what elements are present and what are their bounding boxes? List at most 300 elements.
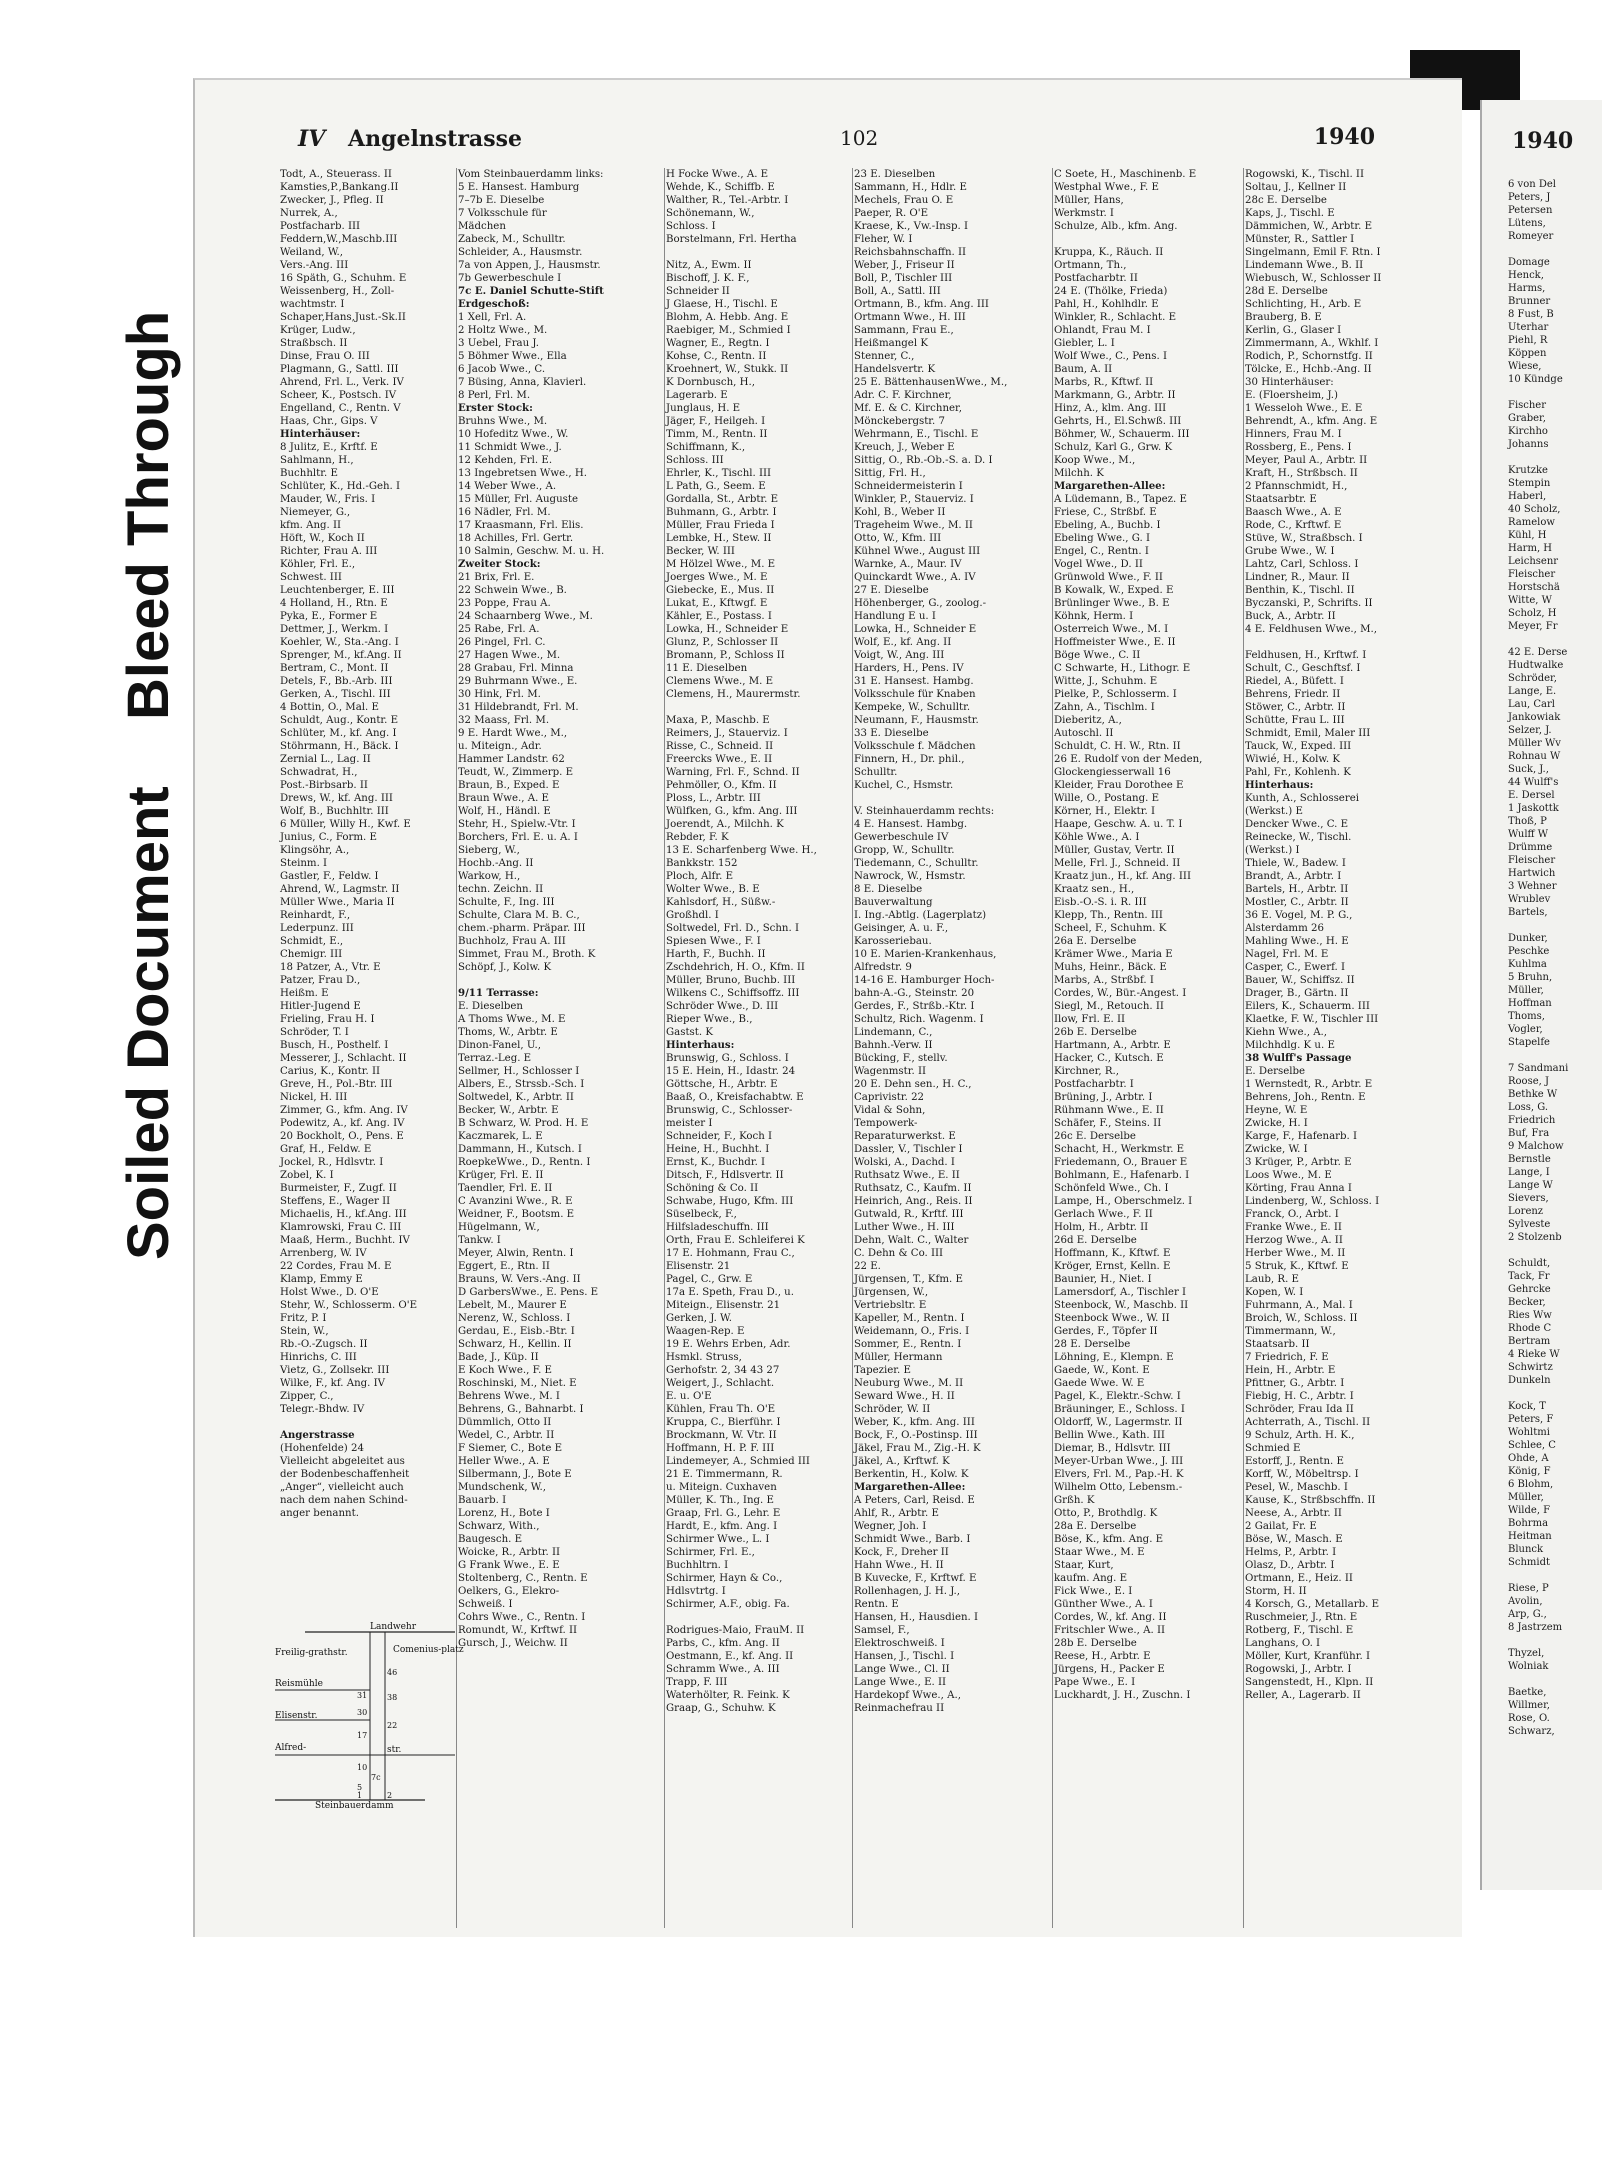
directory-entry: Vietz, G., Zollsekr. III bbox=[280, 1365, 390, 1376]
directory-entry: Tankw. I bbox=[458, 1235, 501, 1246]
directory-entry: Buchholz, Frau A. III bbox=[458, 936, 566, 947]
directory-entry: Jürgens, H., Packer E bbox=[1054, 1664, 1165, 1675]
directory-entry: Schneidermeisterin I bbox=[854, 481, 963, 492]
directory-entry: F Siemer, C., Bote E bbox=[458, 1443, 563, 1454]
column-rule bbox=[456, 168, 457, 1928]
directory-entry: Gordalla, St., Arbtr. E bbox=[666, 494, 779, 505]
facing-page-entry bbox=[1508, 451, 1600, 464]
directory-entry: Schöpf, J., Kolw. K bbox=[458, 962, 552, 973]
directory-entry: Wehde, K., Schiffb. E bbox=[666, 182, 775, 193]
directory-entry: Hoffmann, H. P. F. III bbox=[666, 1443, 775, 1454]
directory-entry: Hein, H., Arbtr. E bbox=[1245, 1365, 1336, 1376]
facing-page-entry: Buf, Fra bbox=[1508, 1128, 1550, 1139]
directory-entry: Schloss. III bbox=[666, 455, 724, 466]
directory-entry: Risse, C., Schneid. II bbox=[666, 741, 774, 752]
directory-entry: Kraatz sen., H., bbox=[1054, 884, 1135, 895]
directory-entry: Markmann, G., Arbtr. II bbox=[1054, 390, 1176, 401]
facing-page-entry bbox=[1508, 1673, 1600, 1686]
map-street-label: Alfred- bbox=[275, 1743, 307, 1753]
facing-page-entry: Krutzke bbox=[1508, 465, 1548, 476]
directory-entry: Soltwedel, Frl. D., Schn. I bbox=[666, 923, 799, 934]
directory-entry: Schwadrat, H., bbox=[280, 767, 358, 778]
facing-page-year: 1940 bbox=[1512, 128, 1574, 154]
directory-entry: 26 Pingel, Frl. C. bbox=[458, 637, 546, 648]
directory-entry: Schacht, H., Werkmstr. E bbox=[1054, 1144, 1185, 1155]
map-house-number: 31 bbox=[357, 1691, 368, 1700]
directory-entry: Pagel, C., Grw. E bbox=[666, 1274, 753, 1285]
facing-page-entry: Jankowiak bbox=[1508, 712, 1561, 723]
directory-entry: Schröder, W. II bbox=[854, 1404, 931, 1415]
directory-entry: 6 Müller, Willy H., Kwf. E bbox=[280, 819, 411, 830]
facing-page-entry: Lange W bbox=[1508, 1180, 1553, 1191]
directory-entry: Brunswig, G., Schloss. I bbox=[666, 1053, 789, 1064]
facing-page-entry: Bohrma bbox=[1508, 1518, 1549, 1529]
directory-entry: Kreuch, J., Weber E bbox=[854, 442, 955, 453]
directory-entry: Meyer, Alwin, Rentn. I bbox=[458, 1248, 574, 1259]
facing-page-entry: Wulff W bbox=[1508, 829, 1549, 840]
directory-entry: Oelkers, G., Elekro- bbox=[458, 1586, 560, 1597]
directory-entry: Schirmer, Hayn & Co., bbox=[666, 1573, 783, 1584]
directory-entry: Reimers, J., Stauerviz. I bbox=[666, 728, 788, 739]
directory-entry: 4 Korsch, G., Metallarb. E bbox=[1245, 1599, 1380, 1610]
directory-entry: 38 Wulff's Passage bbox=[1245, 1052, 1352, 1064]
directory-entry: Engel, C., Rentn. I bbox=[1054, 546, 1149, 557]
directory-entry: Schwest. III bbox=[280, 572, 342, 583]
directory-entry: Lebelt, M., Maurer E bbox=[458, 1300, 567, 1311]
directory-entry: Kause, K., Strßbschffn. II bbox=[1245, 1495, 1376, 1506]
directory-entry: Grßh. K bbox=[1054, 1495, 1095, 1506]
directory-entry: Greve, H., Pol.-Btr. III bbox=[280, 1079, 393, 1090]
directory-entry: 10 Hofeditz Wwe., W. bbox=[458, 429, 569, 440]
directory-entry: Stenner, C., bbox=[854, 351, 915, 362]
directory-entry: Romundt, W., Krftwf. II bbox=[458, 1625, 578, 1636]
directory-entry: Zernial L., Lag. II bbox=[280, 754, 371, 765]
directory-entry: Rogowski, J., Arbtr. I bbox=[1245, 1664, 1352, 1675]
facing-page-entry: Hoffman bbox=[1508, 998, 1552, 1009]
directory-entry: Hinterhaus: bbox=[666, 1039, 735, 1051]
directory-entry: Handelsvertr. K bbox=[854, 364, 936, 375]
directory-entry: Junius, C., Form. E bbox=[280, 832, 377, 843]
facing-page-entry: Ohde, A bbox=[1508, 1453, 1549, 1464]
directory-entry: Holm, H., Arbtr. II bbox=[1054, 1222, 1149, 1233]
facing-page-entry bbox=[1508, 243, 1600, 256]
directory-entry: Hacker, C., Kutsch. E bbox=[1054, 1053, 1164, 1064]
directory-entry: Rebder, F. K bbox=[666, 832, 729, 843]
directory-entry: Staatsarb. II bbox=[1245, 1339, 1310, 1350]
directory-entry: Baunier, H., Niet. I bbox=[1054, 1274, 1152, 1285]
facing-page-entry: Ries Ww bbox=[1508, 1310, 1552, 1321]
directory-entry: 5 Böhmer Wwe., Ella bbox=[458, 351, 567, 362]
directory-entry: E. Derselbe bbox=[1245, 1066, 1306, 1077]
map-house-number: 7c bbox=[371, 1773, 381, 1782]
directory-column-5 bbox=[1054, 168, 1234, 1918]
facing-page-entry: Schuldt, bbox=[1508, 1258, 1551, 1269]
facing-page-entry: Henck, bbox=[1508, 270, 1544, 281]
directory-entry: Bromann, P., Schloss II bbox=[666, 650, 785, 661]
page-header bbox=[210, 122, 1400, 152]
directory-entry: Wedel, C., Arbtr. II bbox=[458, 1430, 555, 1441]
directory-entry: Kruppa, K., Räuch. II bbox=[1054, 247, 1164, 258]
directory-entry: 3 Krüger, P., Arbtr. E bbox=[1245, 1157, 1352, 1168]
directory-entry: Großhdl. I bbox=[666, 910, 719, 921]
facing-page-entry: Dunker, bbox=[1508, 933, 1548, 944]
directory-entry: Holst Wwe., D. O'E bbox=[280, 1287, 379, 1298]
directory-entry: Bohlmann, E., Hafenarb. I bbox=[1054, 1170, 1190, 1181]
directory-entry: Handlung E u. I bbox=[854, 611, 936, 622]
directory-entry: Rühmann Wwe., E. II bbox=[1054, 1105, 1164, 1116]
facing-page-entry: Meyer, Fr bbox=[1508, 621, 1558, 632]
directory-entry: Sprenger, M., kf.Ang. II bbox=[280, 650, 402, 661]
directory-entry: Pagel, K., Elektr.-Schw. I bbox=[1054, 1391, 1181, 1402]
directory-entry: Chemigr. III bbox=[280, 949, 343, 960]
directory-entry: Roschinski, M., Niet. E bbox=[458, 1378, 577, 1389]
directory-entry: Schulltr. bbox=[854, 767, 898, 778]
directory-entry: Herber Wwe., M. II bbox=[1245, 1248, 1346, 1259]
directory-entry bbox=[458, 974, 638, 987]
facing-page-entry: Lorenz bbox=[1508, 1206, 1544, 1217]
directory-entry: Feddern,W.,Maschb.III bbox=[280, 234, 398, 245]
directory-entry: Kapeller, M., Rentn. I bbox=[854, 1313, 965, 1324]
directory-entry: Wolf, H., Händl. E bbox=[458, 806, 551, 817]
directory-entry: Pesel, W., Maschb. I bbox=[1245, 1482, 1348, 1493]
directory-entry: Marbs, R., Kftwf. II bbox=[1054, 377, 1154, 388]
directory-entry: Timmermann, W., bbox=[1245, 1326, 1336, 1337]
facing-page-entry bbox=[1508, 919, 1600, 932]
directory-entry: wachtmstr. I bbox=[280, 299, 345, 310]
directory-entry: Vers.-Ang. III bbox=[280, 260, 349, 271]
directory-entry: Ebeling, A., Buchb. I bbox=[1054, 520, 1161, 531]
directory-entry: B Kuvecke, F., Krftwf. E bbox=[854, 1573, 977, 1584]
directory-entry: Warning, Frl. F., Schnd. II bbox=[666, 767, 800, 778]
directory-entry: Soltau, J., Kellner II bbox=[1245, 182, 1347, 193]
directory-entry: 13 E. Scharfenberg Wwe. H., bbox=[666, 845, 817, 856]
directory-entry: Schröder, Frau Ida II bbox=[1245, 1404, 1354, 1415]
directory-entry: Warkow, H., bbox=[458, 871, 521, 882]
directory-entry: Drager, B., Gärtn. II bbox=[1245, 988, 1349, 999]
directory-entry: Gerdes, F., Strßb.-Ktr. I bbox=[854, 1001, 975, 1012]
facing-page-entry: Rose, O. bbox=[1508, 1713, 1550, 1724]
directory-entry: Quinckardt Wwe., A. IV bbox=[854, 572, 976, 583]
directory-entry: Hochb.-Ang. II bbox=[458, 858, 534, 869]
directory-entry: Patzer, Frau D., bbox=[280, 975, 361, 986]
directory-entry: Zobel, K. I bbox=[280, 1170, 334, 1181]
directory-entry: Jäkel, Frau M., Zig.-H. K bbox=[854, 1443, 981, 1454]
directory-entry: Schneider, F., Koch I bbox=[666, 1131, 773, 1142]
directory-entry: Waagen-Rep. E bbox=[666, 1326, 745, 1337]
directory-entry: Byczanski, P., Schrifts. II bbox=[1245, 598, 1373, 609]
directory-entry: Schloss. I bbox=[666, 221, 716, 232]
directory-entry: Zwecker, J., Pfleg. II bbox=[280, 195, 384, 206]
facing-page-entry: Roose, J bbox=[1508, 1076, 1549, 1087]
directory-entry: B Kowalk, W., Exped. E bbox=[1054, 585, 1174, 596]
directory-entry: Sangenstedt, H., Klpn. II bbox=[1245, 1677, 1374, 1688]
directory-entry: Schütte, Frau L. III bbox=[1245, 715, 1345, 726]
directory-entry: 26d E. Derselbe bbox=[1054, 1235, 1137, 1246]
directory-entry: Nickel, H. III bbox=[280, 1092, 348, 1103]
facing-page-entry bbox=[1508, 1569, 1600, 1582]
directory-entry: Dieberitz, A., bbox=[1054, 715, 1122, 726]
directory-entry: Krämer Wwe., Maria E bbox=[1054, 949, 1173, 960]
directory-entry: Ehrler, K., Tischl. III bbox=[666, 468, 772, 479]
directory-entry: 20 E. Dehn sen., H. C., bbox=[854, 1079, 972, 1090]
directory-entry: Lamersdorf, A., Tischler I bbox=[1054, 1287, 1187, 1298]
directory-entry: Kempeke, W., Schulltr. bbox=[854, 702, 971, 713]
directory-entry: Schramm Wwe., A. III bbox=[666, 1664, 780, 1675]
directory-entry: 31 Hildebrandt, Frl. M. bbox=[458, 702, 579, 713]
directory-entry: Kruppa, C., Bierführ. I bbox=[666, 1417, 781, 1428]
directory-entry: Jürgensen, T., Kfm. E bbox=[854, 1274, 963, 1285]
directory-entry bbox=[280, 1416, 460, 1429]
directory-entry: 8 E. Dieselbe bbox=[854, 884, 923, 895]
facing-page-entry: Riese, P bbox=[1508, 1583, 1549, 1594]
directory-entry: Wegner, Joh. I bbox=[854, 1521, 927, 1532]
directory-entry: Walther, R., Tel.-Arbtr. I bbox=[666, 195, 789, 206]
directory-entry: 28 Grabau, Frl. Minna bbox=[458, 663, 574, 674]
directory-entry: Kühlen, Frau Th. O'E bbox=[666, 1404, 776, 1415]
directory-entry bbox=[666, 246, 846, 259]
directory-entry: Eisb.-O.-S. i. R. III bbox=[1054, 897, 1147, 908]
directory-entry: 1 Xell, Frl. A. bbox=[458, 312, 527, 323]
directory-entry: Arrenberg, W. IV bbox=[280, 1248, 367, 1259]
directory-entry: 36 E. Vogel, M. P. G., bbox=[1245, 910, 1353, 921]
directory-entry: (Werkst.) I bbox=[1245, 845, 1300, 856]
directory-entry: 2 Pfannschmidt, H., bbox=[1245, 481, 1348, 492]
directory-entry: Sittig, O., Rb.-Ob.-S. a. D. I bbox=[854, 455, 993, 466]
directory-entry: Krüger, Frl. E. II bbox=[458, 1170, 544, 1181]
directory-entry: Wagenmstr. II bbox=[854, 1066, 927, 1077]
directory-entry: Gerdau, E., Eisb.-Btr. I bbox=[458, 1326, 575, 1337]
directory-entry: Lange Wwe., E. II bbox=[854, 1677, 947, 1688]
facing-page-entry: Kühl, H bbox=[1508, 530, 1547, 541]
directory-entry: 17 E. Hohmann, Frau C., bbox=[666, 1248, 795, 1259]
directory-entry: Schaper,Hans,Just.-Sk.II bbox=[280, 312, 406, 323]
directory-entry: Ortmann, Th., bbox=[1054, 260, 1127, 271]
directory-entry: Heller Wwe., A. E bbox=[458, 1456, 550, 1467]
directory-entry: Schiffmann, K., bbox=[666, 442, 746, 453]
directory-entry: Dettmer, J., Werkm. I bbox=[280, 624, 389, 635]
directory-entry: Bahnh.-Verw. II bbox=[854, 1040, 933, 1051]
directory-entry: Kraese, K., Vw.-Insp. I bbox=[854, 221, 969, 232]
directory-entry: Müller, Bruno, Buchb. III bbox=[666, 975, 796, 986]
directory-entry: Gaede, W., Kont. E bbox=[1054, 1365, 1150, 1376]
directory-entry: K Dornbusch, H., bbox=[666, 377, 755, 388]
directory-entry: Hinterhaus: bbox=[1245, 779, 1314, 791]
directory-entry: 17a E. Speth, Frau D., u. bbox=[666, 1287, 794, 1298]
directory-entry: „Anger“, vielleicht auch bbox=[280, 1482, 404, 1493]
directory-entry: Ortmann, B., kfm. Ang. III bbox=[854, 299, 989, 310]
directory-entry: Hoffmann, K., Kftwf. E bbox=[1054, 1248, 1171, 1259]
facing-page-entry: 1 Jaskottk bbox=[1508, 803, 1559, 814]
directory-entry: Kähler, E., Postass. I bbox=[666, 611, 772, 622]
directory-entry: Clemens Wwe., M. E bbox=[666, 676, 774, 687]
column-rule bbox=[852, 168, 853, 1928]
directory-entry: Mf. E. & C. Kirchner, bbox=[854, 403, 963, 414]
directory-entry: Köhler, Frl. E., bbox=[280, 559, 356, 570]
directory-entry: Rentn. E bbox=[854, 1599, 899, 1610]
directory-entry: Koehler, W., Sta.-Ang. I bbox=[280, 637, 399, 648]
directory-entry: 26b E. Derselbe bbox=[1054, 1027, 1137, 1038]
directory-entry: Jäger, F., Heilgeh. I bbox=[666, 416, 766, 427]
directory-entry: Friese, C., Strßbf. E bbox=[1054, 507, 1157, 518]
directory-entry: Bräuninger, E., Schloss. I bbox=[1054, 1404, 1185, 1415]
facing-page-entry: Schlee, C bbox=[1508, 1440, 1556, 1451]
directory-entry: 18 Achilles, Frl. Gertr. bbox=[458, 533, 574, 544]
directory-entry: Böhmer, W., Schauerm. III bbox=[1054, 429, 1190, 440]
directory-entry: Buhmann, G., Arbtr. I bbox=[666, 507, 777, 518]
directory-entry: Bankkstr. 152 bbox=[666, 858, 738, 869]
directory-entry: 5 E. Hansest. Hamburg bbox=[458, 182, 580, 193]
directory-entry: 11 Schmidt Wwe., J. bbox=[458, 442, 562, 453]
directory-entry: Ortmann Wwe., H. III bbox=[854, 312, 966, 323]
directory-entry: Nawrock, W., Hsmstr. bbox=[854, 871, 966, 882]
directory-entry: Hinz, A., klm. Ang. III bbox=[1054, 403, 1167, 414]
directory-entry: Brüning, J., Arbtr. I bbox=[1054, 1092, 1153, 1103]
directory-entry: 27 Hagen Wwe., M. bbox=[458, 650, 561, 661]
directory-entry: Klingsöhr, A., bbox=[280, 845, 350, 856]
directory-entry: Kröger, Ernst, Kelln. E bbox=[1054, 1261, 1171, 1272]
directory-entry: Koop Wwe., M., bbox=[1054, 455, 1136, 466]
directory-entry: Volksschule für Knaben bbox=[854, 689, 976, 700]
facing-page-entry: Domage bbox=[1508, 257, 1550, 268]
directory-entry: Kohl, B., Weber II bbox=[854, 507, 946, 518]
directory-entry: Meyer, Paul A., Arbtr. II bbox=[1245, 455, 1368, 466]
directory-entry: 16 Späth, G., Schuhm. E bbox=[280, 273, 407, 284]
directory-entry: Körner, H., Elektr. I bbox=[1054, 806, 1155, 817]
directory-entry: 29 Buhrmann Wwe., E. bbox=[458, 676, 578, 687]
directory-entry: Kirchner, R., bbox=[1054, 1066, 1119, 1077]
facing-page-entry: 40 Scholz, bbox=[1508, 504, 1561, 515]
directory-entry: Süselbeck, F., bbox=[666, 1209, 737, 1220]
facing-page-entry: Scholz, H bbox=[1508, 608, 1557, 619]
directory-entry: Sahlmann, H., bbox=[280, 455, 354, 466]
column-rule bbox=[1052, 168, 1053, 1928]
directory-entry: Plagmann, G., Sattl. III bbox=[280, 364, 399, 375]
directory-entry: Ebeling Wwe., G. I bbox=[1054, 533, 1151, 544]
directory-entry: Wolski, A., Dachd. I bbox=[854, 1157, 955, 1168]
directory-entry: Carius, K., Kontr. II bbox=[280, 1066, 380, 1077]
directory-entry: Friedemann, O., Brauer E bbox=[1054, 1157, 1188, 1168]
directory-entry: 32 Maass, Frl. M. bbox=[458, 715, 550, 726]
directory-entry: 30 Hink, Frl. M. bbox=[458, 689, 541, 700]
directory-entry: Eggert, E., Rtn. II bbox=[458, 1261, 550, 1272]
facing-page-entry: Brunner bbox=[1508, 296, 1551, 307]
directory-entry: Fritschler Wwe., A. II bbox=[1054, 1625, 1165, 1636]
directory-entry: Weber, J., Friseur II bbox=[854, 260, 955, 271]
directory-entry: 21 Brix, Frl. E. bbox=[458, 572, 535, 583]
directory-entry: Sommer, E., Rentn. I bbox=[854, 1339, 962, 1350]
facing-page-entry: Graber, bbox=[1508, 413, 1546, 424]
directory-entry: Lembke, H., Stew. II bbox=[666, 533, 772, 544]
directory-entry: E. u. O'E bbox=[666, 1391, 712, 1402]
directory-entry: Lukat, E., Kftwgf. E bbox=[666, 598, 768, 609]
directory-entry: Feldhusen, H., Krftwf. I bbox=[1245, 650, 1367, 661]
directory-entry: Gaede Wwe. W. E bbox=[1054, 1378, 1145, 1389]
directory-entry: Blohm, A. Hebb. Ang. E bbox=[666, 312, 789, 323]
directory-entry: Ahlf, R., Arbtr. E bbox=[854, 1508, 939, 1519]
directory-entry: Soltwedel, K., Arbtr. II bbox=[458, 1092, 574, 1103]
facing-page-entry: Heitman bbox=[1508, 1531, 1552, 1542]
directory-entry: Tauck, W., Exped. III bbox=[1245, 741, 1352, 752]
directory-entry: Höft, W., Koch II bbox=[280, 533, 365, 544]
directory-entry: 24 Schaarnberg Wwe., M. bbox=[458, 611, 593, 622]
directory-entry: B Schwarz, W. Prod. H. E bbox=[458, 1118, 589, 1129]
directory-entry: Wille, O., Postang. E bbox=[1054, 793, 1160, 804]
facing-page-entry: Wohltmi bbox=[1508, 1427, 1550, 1438]
directory-entry: Weidner, F., Bootsm. E bbox=[458, 1209, 575, 1220]
directory-entry: Thoms, W., Arbtr. E bbox=[458, 1027, 558, 1038]
map-house-number: 17 bbox=[357, 1731, 368, 1740]
directory-entry: 8 Julitz, E., Krftf. E bbox=[280, 442, 378, 453]
directory-entry: Bock, F., O.-Postinsp. III bbox=[854, 1430, 978, 1441]
directory-entry: Pape Wwe., E. I bbox=[1054, 1677, 1136, 1688]
facing-page-entry: Kirchho bbox=[1508, 426, 1548, 437]
directory-entry: Gerhofstr. 2, 34 43 27 bbox=[666, 1365, 780, 1376]
directory-entry: Pyka, E., Former E bbox=[280, 611, 378, 622]
directory-entry: kaufm. Ang. E bbox=[1054, 1573, 1128, 1584]
directory-entry: Gerken, J. W. bbox=[666, 1313, 732, 1324]
directory-entry: 18 Patzer, A., Vtr. E bbox=[280, 962, 381, 973]
directory-entry: Hardt, E., kfm. Ang. I bbox=[666, 1521, 778, 1532]
directory-entry: Schleider, A., Hausmstr. bbox=[458, 247, 583, 258]
facing-page-entry: Baetke, bbox=[1508, 1687, 1547, 1698]
directory-entry bbox=[666, 701, 846, 714]
directory-entry: Timm, M., Rentn. II bbox=[666, 429, 768, 440]
directory-entry: Schultz, Rich. Wagenm. I bbox=[854, 1014, 984, 1025]
directory-entry: Haape, Geschw. A. u. T. I bbox=[1054, 819, 1183, 830]
directory-entry: D GarbersWwe., E. Pens. E bbox=[458, 1287, 599, 1298]
directory-entry: Löhning, E., Klempn. E bbox=[1054, 1352, 1174, 1363]
directory-entry: Ortmann, E., Heiz. II bbox=[1245, 1573, 1353, 1584]
directory-entry: Tölcke, E., Hchb.-Ang. II bbox=[1245, 364, 1372, 375]
directory-entry: Staar, Kurt, bbox=[1054, 1560, 1114, 1571]
directory-entry: Wilke, F., kf. Ang. IV bbox=[280, 1378, 386, 1389]
directory-entry: Singelmann, Emil F. Rtn. I bbox=[1245, 247, 1381, 258]
directory-entry: Raebiger, M., Schmied I bbox=[666, 325, 791, 336]
directory-entry: Dinon-Fanel, U., bbox=[458, 1040, 542, 1051]
facing-page-entry: Blunck bbox=[1508, 1544, 1544, 1555]
directory-entry: Milchhdlg. K u. E bbox=[1245, 1040, 1335, 1051]
directory-entry: 28c E. Derselbe bbox=[1245, 195, 1327, 206]
directory-entry: L Path, G., Seem. E bbox=[666, 481, 766, 492]
directory-entry: Behrendt, A., kfm. Ang. E bbox=[1245, 416, 1378, 427]
directory-entry: Höhenberger, G., zoolog.- bbox=[854, 598, 987, 609]
directory-entry: Brauns, W. Vers.-Ang. II bbox=[458, 1274, 581, 1285]
facing-page-entry: Thoms, bbox=[1508, 1011, 1545, 1022]
directory-entry: Oestmann, E., kf. Ang. II bbox=[666, 1651, 794, 1662]
directory-entry: 21 E. Timmermann, R. bbox=[666, 1469, 783, 1480]
directory-entry: Schmidt Wwe., Barb. I bbox=[854, 1534, 971, 1545]
facing-page-entry: Thoß, P bbox=[1508, 816, 1547, 827]
directory-entry: Hartmann, A., Arbtr. E bbox=[1054, 1040, 1171, 1051]
directory-entry: Kaczmarek, L. E bbox=[458, 1131, 543, 1142]
directory-entry: Schlichting, H., Arb. E bbox=[1245, 299, 1362, 310]
directory-entry: Brandt, A., Arbtr. I bbox=[1245, 871, 1342, 882]
directory-entry: Heinrich, Ang., Reis. II bbox=[854, 1196, 973, 1207]
directory-entry: Köhnk, Herm. I bbox=[1054, 611, 1134, 622]
directory-entry: Reinecke, W., Tischl. bbox=[1245, 832, 1352, 843]
directory-entry: Lampe, H., Oberschmelz. I bbox=[1054, 1196, 1193, 1207]
directory-entry: Schmidt, E., bbox=[280, 936, 344, 947]
directory-column-6 bbox=[1245, 168, 1425, 1918]
directory-entry: Nagel, Frl. M. E bbox=[1245, 949, 1329, 960]
directory-entry: Elisenstr. 21 bbox=[666, 1261, 731, 1272]
directory-entry: Margarethen-Allee: bbox=[854, 1481, 966, 1493]
facing-page-entry: Ramelow bbox=[1508, 517, 1555, 528]
directory-entry: Lindemann, C., bbox=[854, 1027, 933, 1038]
directory-entry: Gastler, F., Feldw. I bbox=[280, 871, 379, 882]
directory-entry: Kock, F., Dreher II bbox=[854, 1547, 949, 1558]
directory-entry: Zipper, C., bbox=[280, 1391, 334, 1402]
